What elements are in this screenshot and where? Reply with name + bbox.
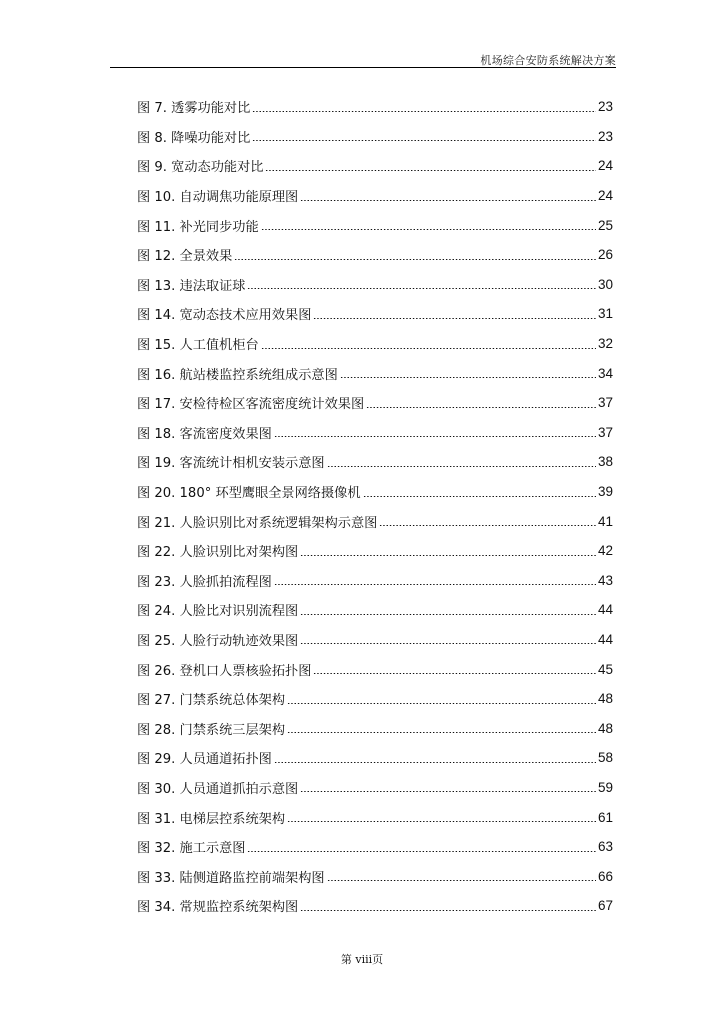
toc-entry-label: 图 27. 门禁系统总体架构 (137, 693, 286, 709)
dot-leader (234, 259, 596, 260)
toc-entry-label: 图 14. 宽动态技术应用效果图 (137, 308, 312, 324)
toc-entry-page-number: 24 (597, 158, 613, 174)
toc-entry-page-number: 45 (597, 661, 613, 677)
dot-leader (379, 525, 596, 526)
toc-entry-label: 图 34. 常规监控系统架构图 (137, 900, 299, 916)
toc-entry-page-number: 31 (597, 306, 613, 322)
toc-entry[interactable] (137, 713, 613, 743)
dot-leader (300, 555, 596, 556)
toc-entry-page-number: 58 (597, 750, 613, 766)
toc-entry-page-number: 37 (597, 424, 613, 440)
toc-entry[interactable] (137, 447, 613, 477)
toc-entry[interactable] (137, 595, 613, 625)
dot-leader (313, 673, 596, 674)
toc-entry-label: 图 12. 全景效果 (137, 249, 233, 265)
toc-entry[interactable] (137, 773, 613, 803)
toc-entry[interactable] (137, 625, 613, 655)
toc-entry-page-number: 34 (597, 365, 613, 381)
toc-entry-label: 图 10. 自动调焦功能原理图 (137, 190, 299, 206)
toc-entry[interactable] (137, 506, 613, 536)
toc-entry-page-number: 26 (597, 247, 613, 263)
toc-entry[interactable] (137, 122, 613, 152)
toc-entry-page-number: 48 (597, 691, 613, 707)
toc-entry-page-number: 41 (597, 513, 613, 529)
toc-entry-page-number: 39 (597, 484, 613, 500)
dot-leader (300, 643, 596, 644)
toc-entry[interactable] (137, 151, 613, 181)
toc-entry-label: 图 24. 人脸比对识别流程图 (137, 604, 299, 620)
dot-leader (313, 318, 596, 319)
dot-leader (252, 111, 596, 112)
toc-entry-label: 图 21. 人脸识别比对系统逻辑架构示意图 (137, 515, 378, 531)
toc-entry[interactable] (137, 477, 613, 507)
toc-entry[interactable] (137, 743, 613, 773)
toc-entry-label: 图 16. 航站楼监控系统组成示意图 (137, 367, 338, 383)
dot-leader (287, 821, 596, 822)
dot-leader (261, 229, 596, 230)
toc-entry-label: 图 11. 补光同步功能 (137, 219, 259, 235)
toc-entry[interactable] (137, 654, 613, 684)
dot-leader (261, 348, 596, 349)
toc-entry[interactable] (137, 329, 613, 359)
dot-leader (247, 288, 595, 289)
toc-entry-label: 图 19. 客流统计相机安装示意图 (137, 456, 325, 472)
toc-entry[interactable] (137, 210, 613, 240)
toc-entry-page-number: 30 (597, 276, 613, 292)
dot-leader (363, 496, 596, 497)
toc-entry-label: 图 13. 违法取证球 (137, 278, 246, 294)
toc-entry-label: 图 7. 透雾功能对比 (137, 101, 251, 117)
toc-entry-label: 图 30. 人员通道抓拍示意图 (137, 781, 299, 797)
toc-entry[interactable] (137, 684, 613, 714)
toc-entry-label: 图 17. 安检待检区客流密度统计效果图 (137, 397, 365, 413)
toc-entry-label: 图 25. 人脸行动轨迹效果图 (137, 633, 299, 649)
toc-entry-label: 图 15. 人工值机柜台 (137, 338, 259, 354)
toc-entry[interactable] (137, 240, 613, 270)
toc-entry[interactable] (137, 566, 613, 596)
toc-entry-label: 图 23. 人脸抓拍流程图 (137, 574, 272, 590)
toc-entry[interactable] (137, 92, 613, 122)
toc-entry-page-number: 59 (597, 779, 613, 795)
dot-leader (265, 170, 596, 171)
toc-entry-page-number: 44 (597, 631, 613, 647)
toc-entry-page-number: 23 (597, 128, 613, 144)
dot-leader (300, 791, 596, 792)
toc-entry-page-number: 61 (597, 809, 613, 825)
toc-entry-page-number: 25 (597, 217, 613, 233)
dot-leader (327, 880, 596, 881)
toc-entry-page-number: 37 (597, 395, 613, 411)
dot-leader (274, 762, 596, 763)
toc-entry-page-number: 44 (597, 602, 613, 618)
toc-entry-page-number: 43 (597, 572, 613, 588)
header-divider (110, 67, 616, 68)
toc-entry-label: 图 28. 门禁系统三层架构 (137, 722, 286, 738)
toc-entry-label: 图 32. 施工示意图 (137, 841, 246, 857)
toc-entry-label: 图 8. 降噪功能对比 (137, 130, 251, 146)
dot-leader (274, 584, 596, 585)
toc-entry-label: 图 26. 登机口人票核验拓扑图 (137, 663, 312, 679)
toc-entry-page-number: 23 (597, 99, 613, 115)
toc-entry-label: 图 20. 180° 环型鹰眼全景网络摄像机 (137, 486, 361, 502)
toc-entry-label: 图 29. 人员通道拓扑图 (137, 752, 272, 768)
dot-leader (340, 377, 596, 378)
toc-entry-page-number: 38 (597, 454, 613, 470)
dot-leader (300, 614, 596, 615)
toc-entry[interactable] (137, 181, 613, 211)
toc-entry-page-number: 32 (597, 336, 613, 352)
toc-entry-page-number: 42 (597, 543, 613, 559)
toc-entry-page-number: 63 (597, 839, 613, 855)
toc-entry-label: 图 31. 电梯层控系统架构 (137, 811, 286, 827)
toc-entry[interactable] (137, 536, 613, 566)
toc-entry[interactable] (137, 891, 613, 921)
dot-leader (274, 436, 596, 437)
page-number-footer: 第 viii页 (340, 953, 384, 966)
toc-entry[interactable] (137, 299, 613, 329)
toc-entry-label: 图 18. 客流密度效果图 (137, 426, 272, 442)
dot-leader (247, 851, 595, 852)
figure-list (137, 92, 613, 921)
dot-leader (327, 466, 596, 467)
toc-entry[interactable] (137, 861, 613, 891)
toc-entry[interactable] (137, 418, 613, 448)
dot-leader (287, 703, 596, 704)
toc-entry-label: 图 9. 宽动态功能对比 (137, 160, 264, 176)
dot-leader (366, 407, 596, 408)
dot-leader (287, 732, 596, 733)
dot-leader (300, 910, 596, 911)
toc-entry[interactable] (137, 388, 613, 418)
document-header-title: 机场综合安防系统解决方案 (480, 54, 616, 67)
toc-entry[interactable] (137, 802, 613, 832)
toc-entry[interactable] (137, 358, 613, 388)
dot-leader (300, 200, 596, 201)
toc-entry-page-number: 67 (597, 898, 613, 914)
toc-entry[interactable] (137, 270, 613, 300)
toc-entry-page-number: 24 (597, 188, 613, 204)
toc-entry-label: 图 33. 陆侧道路监控前端架构图 (137, 870, 325, 886)
toc-entry-page-number: 66 (597, 868, 613, 884)
toc-entry-page-number: 48 (597, 720, 613, 736)
dot-leader (252, 140, 596, 141)
toc-entry-label: 图 22. 人脸识别比对架构图 (137, 545, 299, 561)
toc-entry[interactable] (137, 832, 613, 862)
